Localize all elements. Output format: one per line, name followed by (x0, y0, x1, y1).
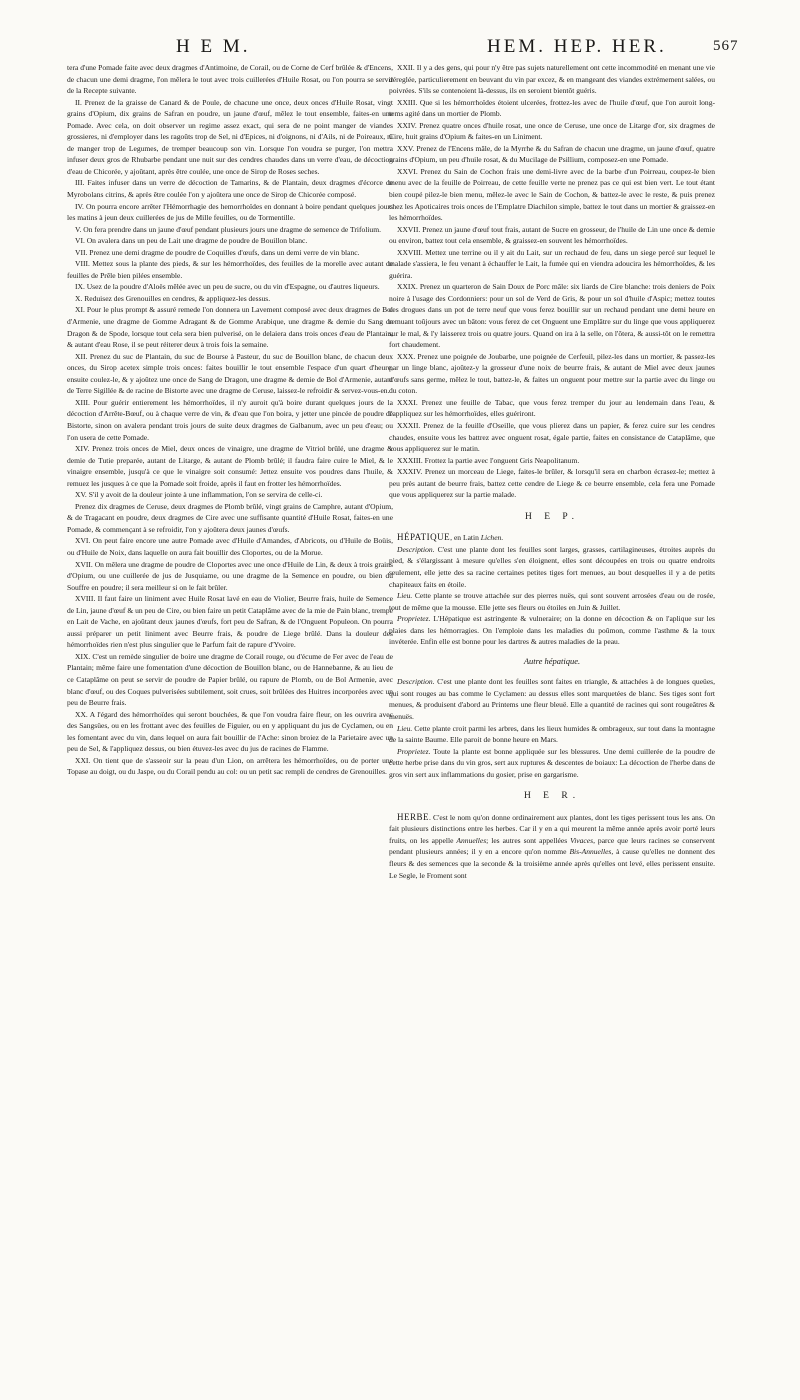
paragraph: XVI. On peut faire encore une autre Pomade avec d'Huile d'Amandes, d'Abricots, ou d'Huile de Boüis, ou d'Huile de Noix, dans laquelle on aura fait bouillir des Cloportes, ou de la Morue. (67, 536, 393, 557)
paragraph: V. On fera prendre dans un jaune d'œuf pendant plusieurs jours une dragme de semence de Trifolium. (75, 224, 381, 234)
entry-text: , parce que leurs racines se conservent pendant plusieurs années; il y en a encore qu'on nomme (389, 835, 715, 857)
field-label: Description. (397, 677, 435, 687)
paragraph: VI. On avalera dans un peu de Lait une dragme de poudre de Bouillon blanc. (75, 236, 308, 246)
field-text: Cette plante se trouve attachée sur des pierres nuës, qui sont souvent arrosées d'eau ou de rosée, tout de même que la mousse. Elle jette ses fleurs ou étoiles en Juin & Juillet. (389, 591, 715, 612)
right-column (389, 62, 715, 881)
paragraph: XXVI. Prenez du Sain de Cochon frais une demi-livre avec de la barbe d'un Poirreau, coupez-le bien menu avec de la feuille de Poirreau, de cette feuille verte ne prenez pas ce qui est bien vert. Le tout étant bien coupé pilez-le bien menu, mêlez-le avec le Sain de Cochon, & battez-le avec le reste, & puis prenez chez les Apoticaires trois onces de l'Emplatre Diachilon simple, battez le tout dans un mortier & graissez-en les hémorrhoïdes. (389, 166, 715, 223)
paragraph: XII. Prenez du suc de Plantain, du suc de Bourse à Pasteur, du suc de Bouillon blanc, de chacun deux onces, du Sirop acetex simple trois onces: faites bouillir le tout ensemble l'espace d'un quart d'heure, ensuite coulez-le, & y ajoûtez une once de Sang de Dragon, une dragme & demie de Bol d'Armenie, autant de Terre Sigillée & de racine de Bistorte avec une dragme de Ceruse, laissez-le refroidir & servez-vous-en. (67, 351, 393, 396)
entry-text: ; les autres sont appellées (486, 835, 571, 845)
paragraph: II. Prenez de la graisse de Canard & de Poule, de chacune une once, deux onces d'Huile Rosat, vingt grains d'Opium, dix grains de Safran en poudre, un jaune d'œuf, mêlez le tout ensemble, faites-en une Pomade. Avec cela, on doit observer un regime assez exact, qui sera de ne point manger de viandes grossieres, ni d'employer dans les ragoûts trop de Sel, ni d'Epices, ni d'oignons, ni d'Ails, ni de Poireaux, ni de manger trop de Legumes, de tremper beaucoup son vin. Lorsque l'on voudra se purger, l'on mettra infuser deux gros de Rhubarbe pendant une nuit sur des cendres chaudes dans un verre d'eau, de décoction d'eau de Chicorée, y ajoûtant, après être coulée, une once de Sirop de Roses seches. (67, 97, 393, 176)
field-text: L'Hépatique est astringente & vulneraire; on la donne en décoction & on l'aplique sur les plaies dans les hémorragies. On l'emploie dans les maladies du poûmon, comme l'asthme & la toux invéterée. Enfin elle est bonne pour les dartres & autres maladies de la peau. (389, 614, 715, 647)
hepatique-lieu (389, 590, 715, 613)
autre-hepatique-heading: Autre hépatique. (523, 655, 581, 666)
section-heading-her: H E R. (523, 791, 581, 802)
paragraph: XXX. Prenez une poignée de Joubarbe, une poignée de Cerfeuil, pilez-les dans un mortier, & passez-les par un linge blanc, ajoûtez-y la grosseur d'une noix de beurre frais, & autant de Miel avec deux jaunes d'œufs sans germe, mêlez le tout, battez-le, & faites un onguent pour mettre sur la partie avec du linge ou du coton. (389, 351, 715, 396)
page-number: 567 (713, 38, 739, 54)
paragraph: XXV. Prenez de l'Encens mâle, de la Myrrhe & du Safran de chacun une dragme, un jaune d'œuf, quatre grains d'Opium, un peu d'huile rosat, & du Mucilage de Psillium, composez-en une Pomade. (389, 143, 715, 165)
field-text: C'est une plante dont les feuilles sont larges, grasses, cartilagineuses, étroites auprès du pied, & s'élargissant à mesure qu'elles s'en éloignent, elles sont découpées en trois ou quatre endroits seulement, elle jette des sa racine certaines petites tiges fort menues, au bout desquelles il y a de petits chapiteaux faits en étoile. (389, 544, 715, 589)
entry-title: HÉPATIQUE (397, 532, 451, 543)
paragraph: XXVIII. Mettez une terrine ou il y ait du Lait, sur un rechaud de feu, dans un siege percé sur lequel le malade s'assiera, le feu venant à échauffer le Lait, la fumée qui en viendra adoucira les hémorrhoïdes, & les guérira. (389, 247, 715, 280)
entry-text: . C'est le nom qu'on donne ordinairement aux plantes, dont les tiges perissent tous les ans. On fait plusieurs distinctions entre les herbes. Car il y en a qui meurent la même année après avoir porté leurs fruits, on les appelle (389, 812, 715, 845)
hepatique-description (389, 544, 715, 590)
entry-title: HERBE (397, 811, 430, 822)
hepatique-entry (389, 532, 715, 544)
paragraph: XXXII. Prenez de la feuille d'Oseille, que vous plierez dans un papier, & ferez cuire sur les cendres chaudes, ensuite vous les battrez avec onguent rosat, égale partie, faites en consistance de Cataplâme, que vous appliquerez sur le matin. (389, 420, 715, 454)
paragraph: XXIX. Prenez un quarteron de Sain Doux de Porc mâle: six liards de Cire blanche: trois deniers de Poix noire à l'usage des Cordonniers: pour un sol de Verd de Gris, & pour un sol d'huile d'Aspic; mettez toutes ces drogues dans un pot de terre neuf que vous ferez bouillir sur un rechaud pendant une demi heure en remuant toûjours avec un bâton: vous ferez de cet Onguent une Emplâtre sur du linge que vous appliquerez sur le mal, & l'y laisserez trois ou quatre jours. Quand on ira à la selle, on l'ôtera, & aussi-tôt on le remettra fort chaudement. (389, 282, 715, 350)
paragraph: XVIII. Il faut faire un liniment avec Huile Rosat lavé en eau de Violier, Beurre frais, huile de Semence de Lin, jaune d'œuf & un peu de Cire, ou bien faire un petit Cataplâme avec de la mie de Pain blanc, trempé en Lait de Vache, en ajoûtant deux jaunes d'œufs, fort peu de Safran, & de l'Onguent Populeon. On pourra aussi préparer un petit liniment avec Beurre frais, & poudre de Liege brûlé. Dans la douleur des hémorrhoïdes rien n'est plus singulier que le Parfum fait de rapure d'Yvoire. (67, 594, 393, 650)
paragraph: XI. Pour le plus prompt & assuré remede l'on donnera un Lavement composé avec deux dragmes de Bol d'Armenie, une dragme de Gomme Adragant & de Gomme Arabique, une dragme & demie du Sang de Dragon & de Spode, lorsque tout cela sera bien pulverisé, on le delaiera dans trois onces d'eau de Plantain, & autant d'eau Rose, il se peut réiterer deux à trois fois la semaine. (67, 305, 393, 350)
paragraph: IV. On pourra encore arrêter l'Hémorrhagie des hemorrhoïdes en donnant à boire pendant quelques jours les matins à jeun deux cuillerées de jus de Mille feuilles, ou de Tormentille. (67, 201, 393, 223)
field-text: Toute la plante est bonne appliquée sur les blessures. Une demi cuillerée de la poudre de cette herbe prise dans du vin gros, sert aux ruptures & descentes de boiaux: La décoction de l'herbe dans de gros vin sert aux inflammations du gosier, prise en gargarisme. (389, 746, 715, 779)
header-left: H E M. (176, 36, 251, 57)
header-right: HEM. HEP. HER. (487, 36, 667, 57)
paragraph: VIII. Mettez sous la plante des pieds, & sur les hémorrhoïdes, des feuilles de la morelle avec autant de feuilles de Prêle bien pilées ensemble. (67, 259, 393, 280)
left-column (67, 62, 393, 778)
field-text: Cette plante croit parmi les arbres, dans les lieux humides & ombrageux, sur tout dans la montagne de la sainte Baume. Elle paroit de bonne heure en Mars. (389, 723, 715, 745)
autre-hepatique-lieu (389, 723, 715, 746)
paragraph: IX. Usez de la poudre d'Aloës mêlée avec un peu de sucre, ou du vin d'Espagne, ou d'autres liqueurs. (75, 282, 380, 292)
term: Vivaces (570, 835, 594, 845)
paragraph: X. Reduisez des Grenouilles en cendres, & appliquez-les dessus. (75, 293, 271, 303)
autre-hepatique-proprietez (389, 746, 715, 781)
paragraph: Prenez dix dragmes de Ceruse, deux dragmes de Plomb brûlé, vingt grains de Camphre, autant d'Opium, & de Tragacant en poudre, deux dragmes de Cire avec une suffisante quantité d'Huile Rosat, faites-en une Pomade, & commençant à se refroidir, l'on y ajoûtera deux jaunes d'œufs. (67, 501, 393, 534)
paragraph: XXII. Il y a des gens, qui pour n'y être pas sujets naturellement ont cette incommodité en menant une vie déreglée, particulierement en beuvant du vin par excez, & en mangeant des viandes extrémement salées, ou poivrées. S'ils se contenoient là-dessus, ils en seroient bientôt guéris. (389, 63, 715, 96)
paragraph: XV. S'il y avoit de la douleur jointe à une inflammation, l'on se servira de celle-ci. (75, 490, 323, 500)
paragraph: XXXI. Prenez une feuille de Tabac, que vous ferez tremper du jour au lendemain dans l'eau, & l'appliquez sur les hémorrhoïdes, elles guériront. (389, 397, 715, 419)
section-heading-hep: H E P. (524, 511, 580, 522)
paragraph: XIX. C'est un remède singulier de boire une dragme de Corail rouge, ou d'écume de Fer avec de l'eau de Plantain; même faire une fomentation d'une décoction de Bouillon blanc, ou de Hannebanne, & au lieu de ce Cataplâme on peut se servir de poudre de Papier brûlé, ou rapure de Plomb, ou de Bol Armenie, avec blanc d'œuf, ou des Coques pulverisées subtilement, soit crues, soit brûlées des Huitres incorporées avec un peu de Beurre frais. (67, 651, 393, 708)
paragraph: XIV. Prenez trois onces de Miel, deux onces de vinaigre, une dragme de Vitriol brûlé, une dragme & demie de Tutie preparée, autant de Litarge, & autant de Plomb brûlé; il faudra faire cuire le Miel, & le vinaigre ensemble, jusqu'à ce que le vinaigre soit consumé: Jettez ensuite vos poudres dans l'huile, & remuez les jusques à ce que la Pomade soit froide, après il faut en frotter les hémorrhoïdes. (67, 444, 393, 488)
paragraph: XXXIII. Frottez la partie avec l'onguent Gris Neapolitanum. (397, 455, 580, 465)
paragraph: XXXIV. Prenez un morceau de Liege, faites-le brûler, & lorsqu'il sera en charbon écrasez-le; mettez à peu près autant de beurre frais, battez cette cendre de Liege & ce beurre ensemble, cela fera une Pomade que vous appliquerez sur la partie malade. (389, 467, 715, 500)
field-label: Lieu. (397, 591, 413, 601)
paragraph: XVII. On mêlera une dragme de poudre de Cloportes avec une once d'Huile de Lin, & deux à trois grains d'Opium, ou une cuillerée de jus de Jusquiame, ou une dragme de la Semence en poudre, ou bien du Souffre en poudre; il sera meilleur si on le fait brûler. (67, 559, 393, 592)
paragraph: XX. A l'égard des hémorrhoïdes qui seront bouchées, & que l'on voudra faire fleur, on les ouvrira avec des Sangsües, ou en les frottant avec des feuilles de Figuier, ou en y appliquant du jus de Cyclamen, ou en les fomentant avec du vin, dans lequel on aura fait bouillir de l'Ache: sinon broiez de la Parietaire avec un peu de Sel, & l'appliquez dessus, ou bien étuvez-les avec du jus de racines de Flamme. (67, 709, 393, 754)
entry-text: , à cause qu'elles ne donnent des fleurs & des semences que la seconde & la troisième année après qu'elles ont levé, elles perissent ensuite. Le Segle, le Froment sont (389, 847, 715, 880)
autre-hepatique-description (389, 676, 715, 722)
paragraph: XIII. Pour guérir entierement les hémorrhoïdes, il n'y auroit qu'à boire durant quelques jours de la décoction d'Arrête-Bœuf, ou à chaque verre de vin, & d'eau que l'on boira, y jetter une pincée de poudre de Bistorte, sinon on avalera pendant trois jours de suite deux dragmes de Galbanum, avec un peu d'eau; ou l'on usera de cette Pomade. (67, 397, 393, 442)
paragraph: XXI. On tient que de s'asseoir sur la peau d'un Lion, on arrêtera les hémorrhoïdes, ou de porter une Topase au doigt, ou du Jaspe, ou du Corail pendu au col: ou un petit sac rempli de cendres de Grenouilles. (67, 755, 393, 777)
field-label: Lieu. (397, 723, 413, 733)
paragraph: XXIV. Prenez quatre onces d'huile rosat, une once de Ceruse, une once de Litarge d'or, six dragmes de Cire, huit grains d'Opium & faites-en un Liniment. (389, 120, 715, 142)
field-text: C'est une plante dont les feuilles sont faites en triangle, & attachées à de longues queües, qui sont rouges au bas comme le Cyclamen: au dessus elles sont marquetées de blanc. Ses tiges sont fort menues, & produisent d'abord au Printems une fleur bleuë. Elle a quantité de racines qui sont rougeâtres & menuës. (389, 677, 715, 721)
hepatique-proprietez (389, 613, 715, 648)
latin-name: Lichen. (480, 533, 504, 543)
entry-title-connector: , en Latin (450, 533, 481, 543)
field-label: Description. (397, 544, 435, 554)
paragraph: III. Faites infuser dans un verre de décoction de Tamarins, & de Plantain, deux dragmes d'écorce de Myrobolans citrins, & après être coulée l'on y ajoûtera une once de Sirop de Chicorée composé. (67, 178, 393, 200)
term: Annuelles (456, 835, 487, 845)
term: Bis-Annuelles (569, 847, 612, 857)
running-header (0, 36, 800, 60)
paragraph: VII. Prenez une demi dragme de poudre de Coquilles d'œufs, dans un demi verre de vin blanc. (75, 247, 360, 257)
paragraph: tera d'une Pomade faite avec deux dragmes d'Antimoine, de Corail, ou de Corne de Cerf brûlée & d'Encens, de chacun une demi dragme, l'on mêlera le tout avec trois cuillerées d'Huile Rosat, ou l'on pourra se servir de la Recepte suivante. (67, 63, 393, 96)
herbe-entry (389, 812, 715, 881)
field-label: Proprietez. (397, 746, 431, 756)
paragraph: XXIII. Que si les hémorrhoïdes étoient ulcerées, frottez-les avec de l'huile d'œuf, que l'on auroit long-tems agité dans un mortier de Plomb. (389, 97, 715, 119)
paragraph: XXVII. Prenez un jaune d'œuf tout frais, autant de Sucre en grosseur, de l'huile de Lin une once & demie ou environ, battez tout cela ensemble, & graissez-en souvent les hémorrhoïdes. (389, 224, 715, 246)
field-label: Proprietez. (397, 614, 431, 624)
